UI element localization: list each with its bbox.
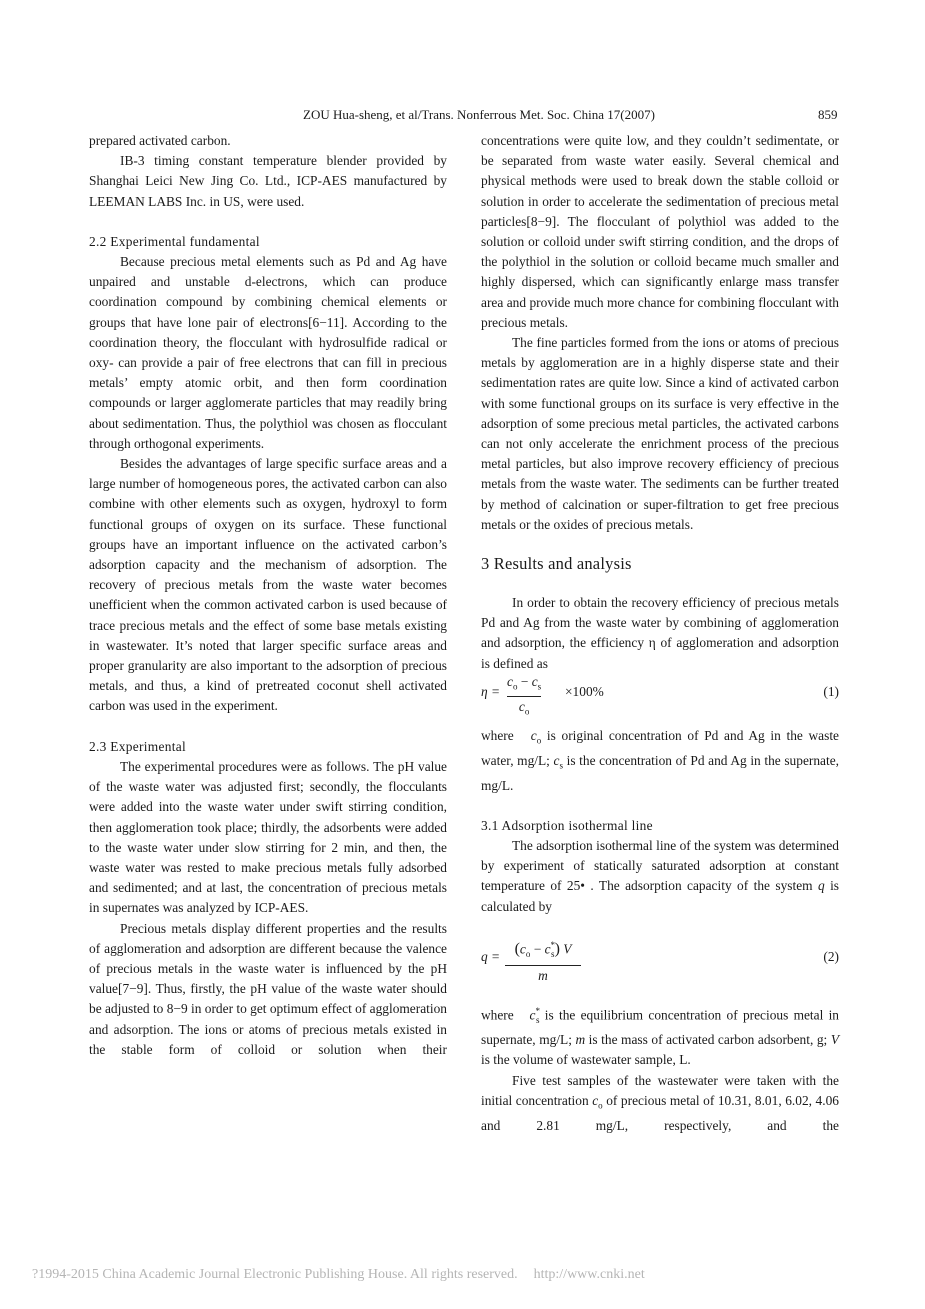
paragraph: Because precious metal elements such as Pd and Ag have unpaired and unstable d-electrons, which can produce coordination compound by combining chemical elements or groups that have lone pair of electrons[6−11]. According to the coordination theory, the flocculant with hydrosulfide radical or oxy- can provide a pair of free electrons that can fill in precious metals’ empty atomic orbit, and then form coordination compounds or larger agglomerate particles that may readily bring about sedimentation. Thus, the polythiol was chosen as flocculant through orthogonal experiments. — [89, 254, 447, 451]
running-head — [0, 106, 925, 124]
spacer — [89, 212, 447, 232]
equation-lhs: q = — [481, 948, 501, 964]
fraction-bar — [507, 696, 541, 697]
equation-lhs: η = — [481, 683, 501, 699]
equation-1 — [481, 674, 839, 726]
fraction-bar — [505, 965, 581, 966]
paragraph: Precious metals display different properties and the results of agglomeration and adsorption are different because the valence of precious metals in the waste water is influenced by the pH value[7−9]. Thus, firstly, the pH value of the waste water should be adjusted to 8−9 in order to get optimum effect of agglomeration and adsorption. The ions or atoms of precious metals existed in the stable form of colloid or solution when their — [89, 920, 447, 1057]
right-column — [481, 131, 839, 1136]
paragraph: IB-3 timing constant temperature blender provided by Shanghai Leici New Jing Co. Ltd., ICP-AES manufactured by LEEMAN LABS Inc. in US, were used. — [89, 153, 447, 209]
section-heading-2-2: 2.2 Experimental fundamental — [89, 233, 260, 249]
spacer — [481, 993, 839, 1001]
equation-2 — [481, 935, 839, 993]
fraction — [507, 674, 541, 720]
paragraph: The adsorption isothermal line of the system was determined by experiment of statically saturated adsorption at constant temperature of 25• . The adsorption capacity of the system q is calculated by — [481, 838, 840, 914]
journal-citation: ZOU Hua-sheng, et al/Trans. Nonferrous Met. Soc. China 17(2007) — [303, 107, 655, 122]
numerator: $c_o - c_s$ — [507, 673, 542, 692]
section-heading-3: 3 Results and analysis — [481, 554, 632, 574]
spacer — [481, 535, 839, 553]
fraction — [505, 935, 581, 985]
copyright-text: ?1994-2015 China Academic Journal Electronic Publishing House. All rights reserved. — [32, 1267, 518, 1282]
copyright-footer — [32, 1266, 645, 1284]
paragraph: where $c_o$ is original concentration of Pd and Ag in the waste water, mg/L; $c_s$ is the concentration of Pd and Ag in the supernate, mg/L. — [481, 727, 839, 793]
numerator: $(c_o - c^*_s)$ V — [514, 939, 572, 959]
equation-rhs: ×100% — [565, 683, 604, 699]
denominator: m — [538, 967, 548, 983]
paragraph: The fine particles formed from the ions or atoms of precious metals by agglomeration are in a highly disperse state and their sedimentation rates are quite low. Since a kind of activated carbon with some functional groups on its surface is very effective in the adsorption of some precious metal particles, the activated carbons can not only accelerate the enrichment process of the precious metal particles, but also improve recovery efficiency of precious metals from the waste water. The sediments can be further treated by method of calcination or super-filtration to get free precious metals or the oxides of precious metals. — [481, 335, 839, 532]
paragraph: where $c^*_s$ is the equilibrium concentration of precious metal in supernate, mg/L; m is the mass of activated carbon adsorbent, g; V is the volume of wastewater sample, L. — [481, 1005, 840, 1068]
paragraph: Five test samples of the wastewater were taken with the initial concentration $c_o$ of precious metal of 10.31, 8.01, 6.02, 4.06 and 2.81 mg/L, respectively, and the — [481, 1072, 839, 1133]
section-heading-2-3: 2.3 Experimental — [89, 738, 187, 754]
footer-url-link[interactable]: http://www.cnki.net — [533, 1267, 645, 1282]
section-heading-3-1: 3.1 Adsorption isothermal line — [481, 817, 653, 833]
equation-number: (1) — [823, 683, 839, 699]
spacer — [89, 717, 447, 737]
denominator: $c_o$ — [518, 698, 530, 717]
paragraph: The experimental procedures were as follows. The pH value of the waste water was adjusted first; secondly, the flocculants were added into the waste water under swift stirring condition, then agglomeration took place; thirdly, the adsorbents were added to the waste water under slow stirring for 2 min, and then, the waste water was rested to make precious metals fully adsorbed and sedimented; and at last, the concentration of precious metals in supernates was analyzed by ICP-AES. — [89, 758, 447, 916]
paragraph: prepared activated carbon. — [89, 133, 231, 148]
page-number: 859 — [818, 107, 838, 122]
equation-number: (2) — [823, 948, 839, 964]
spacer — [481, 917, 839, 935]
spacer — [481, 575, 839, 593]
paragraph: concentrations were quite low, and they couldn’t sedimentate, or be separated from waste water easily. Several chemical and physical methods were used to break down the stable colloid or solution in order to accelerate the sedimentation of precious metal particles[8−9]. The flocculant of polythiol was added to the solution or colloid under swift stirring condition, and the drops of the polythiol in the solution or colloid became much smaller and highly dispersed, which can significantly enlarge mass transfer area and provide much more chance for combining flocculant with precious metals. — [481, 133, 839, 330]
paragraph: In order to obtain the recovery efficiency of precious metals Pd and Ag from the waste water by combining of agglomeration and adsorption, the efficiency η of agglomeration and adsorption is defined as — [481, 595, 839, 671]
paragraph: Besides the advantages of large specific surface areas and a large number of homogeneous pores, the activated carbon can also combine with other elements such as oxygen, hydroxyl to form functional groups of oxygen on its surface. These functional groups have an important influence on the activated carbon’s adsorption capacity and the mechanism of adsorption. The recovery of precious metals from the waste water becomes unefficient when the common activated carbon is used because of trace precious metals and the effect of some base metals existing in wastewater. It’s noted that larger specific surface areas and proper granularity are also important to the adsorption of precious metals, and thus, a kind of pretreated coconut shell activated carbon was used in the experiment. — [89, 456, 447, 714]
spacer — [481, 796, 839, 816]
left-column — [89, 131, 447, 1060]
